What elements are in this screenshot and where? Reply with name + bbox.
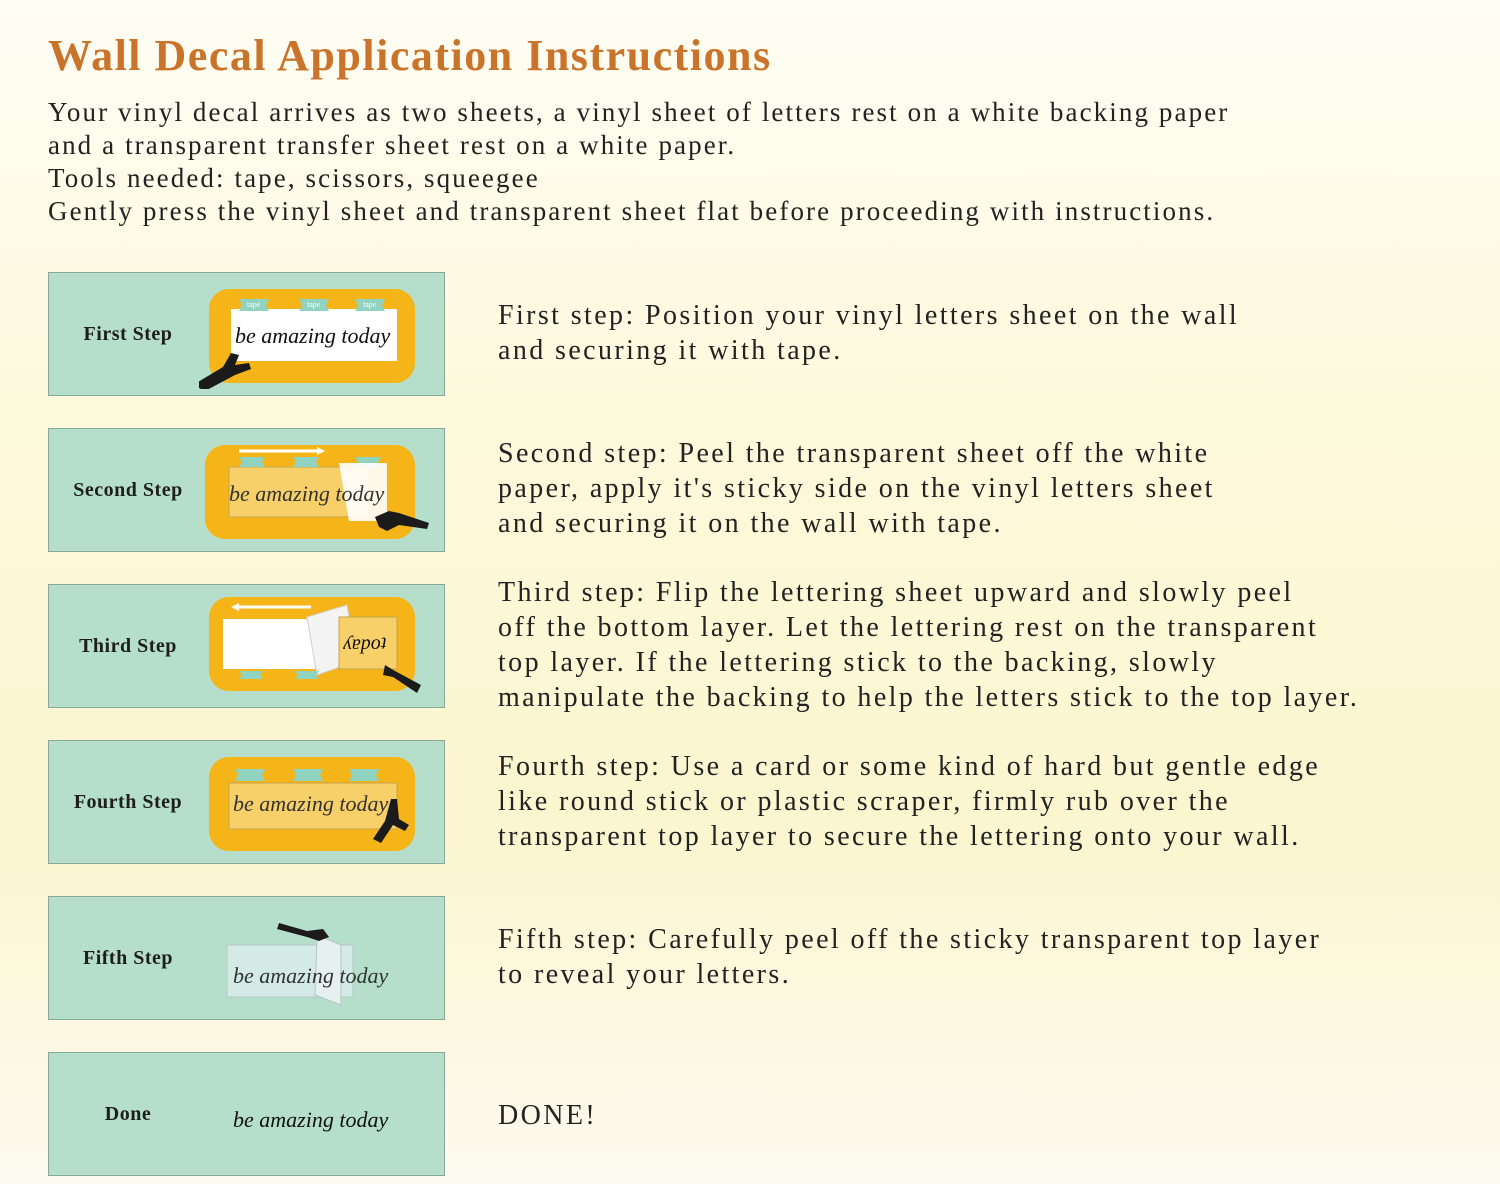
step-line: transparent top layer to secure the lettering onto your wall. xyxy=(498,821,1301,852)
step-label: Fifth Step xyxy=(83,946,173,969)
step-line: paper, apply it's sticky side on the vinyl letters sheet xyxy=(498,473,1215,504)
fourth-step-illustration xyxy=(199,749,429,857)
step-line: Third step: Flip the lettering sheet upward and slowly peel xyxy=(498,577,1294,608)
first-step-illustration xyxy=(199,281,429,389)
page-title: Wall Decal Application Instructions xyxy=(48,31,772,80)
second-step-illustration xyxy=(199,437,429,545)
step-panel-third xyxy=(48,584,445,708)
hand-icon xyxy=(277,923,329,941)
svg-text:ʎɐpoʇ: ʎɐpoʇ xyxy=(343,632,387,654)
step-line: to reveal your letters. xyxy=(498,959,792,990)
intro-line: Gently press the vinyl sheet and transparent sheet flat before proceeding with instructions. xyxy=(48,196,1216,226)
done-illustration xyxy=(199,1061,429,1169)
step-description-fourth xyxy=(498,749,1458,854)
decal-text: be amazing today xyxy=(233,1107,389,1132)
tape-label: tape xyxy=(363,300,377,309)
fifth-step-illustration xyxy=(199,905,429,1013)
step-panel-fifth xyxy=(48,896,445,1020)
step-line: and securing it on the wall with tape. xyxy=(498,508,1003,539)
step-label: First Step xyxy=(83,322,173,345)
step-line: top layer. If the lettering stick to the backing, slowly xyxy=(498,647,1218,678)
step-description-second xyxy=(498,436,1458,541)
step-description-fifth xyxy=(498,922,1458,992)
tape-label: tape xyxy=(307,300,321,309)
step-line: Second step: Peel the transparent sheet off the white xyxy=(498,438,1210,469)
step-panel-fourth xyxy=(48,740,445,864)
step-line: off the bottom layer. Let the lettering rest on the transparent xyxy=(498,612,1319,643)
step-line: Fifth step: Carefully peel off the sticky transparent top layer xyxy=(498,924,1322,955)
step-panel-second xyxy=(48,428,445,552)
step-panel-done xyxy=(48,1052,445,1176)
step-line: Fourth step: Use a card or some kind of hard but gentle edge xyxy=(498,751,1321,782)
step-label: Fourth Step xyxy=(73,790,183,813)
step-label: Second Step xyxy=(73,478,183,501)
intro-paragraph xyxy=(48,96,1468,228)
intro-line: and a transparent transfer sheet rest on a white paper. xyxy=(48,130,737,160)
intro-line: Your vinyl decal arrives as two sheets, a vinyl sheet of letters rest on a white backing paper xyxy=(48,97,1230,127)
step-description-third xyxy=(498,575,1458,715)
step-label: Done xyxy=(104,1102,152,1125)
step-line: like round stick or plastic scraper, firmly rub over the xyxy=(498,786,1230,817)
step-label: Third Step xyxy=(79,634,177,657)
tape-icon xyxy=(235,769,379,781)
decal-text: be amazing today xyxy=(233,791,389,816)
step-line: and securing it with tape. xyxy=(498,335,843,366)
decal-text: be amazing today xyxy=(235,323,391,348)
step-line: manipulate the backing to help the letters stick to the top layer. xyxy=(498,682,1360,713)
step-line: DONE! xyxy=(498,1100,598,1131)
step-description-done xyxy=(498,1098,1458,1133)
tape-label: tape xyxy=(247,300,261,309)
step-panel-first xyxy=(48,272,445,396)
decal-text: be amazing today xyxy=(229,481,385,506)
third-step-illustration xyxy=(199,593,429,701)
intro-line: Tools needed: tape, scissors, squeegee xyxy=(48,163,540,193)
step-description-first xyxy=(498,298,1458,368)
step-line: First step: Position your vinyl letters sheet on the wall xyxy=(498,300,1240,331)
decal-text: be amazing today xyxy=(233,963,389,988)
tape-icon xyxy=(239,299,385,311)
